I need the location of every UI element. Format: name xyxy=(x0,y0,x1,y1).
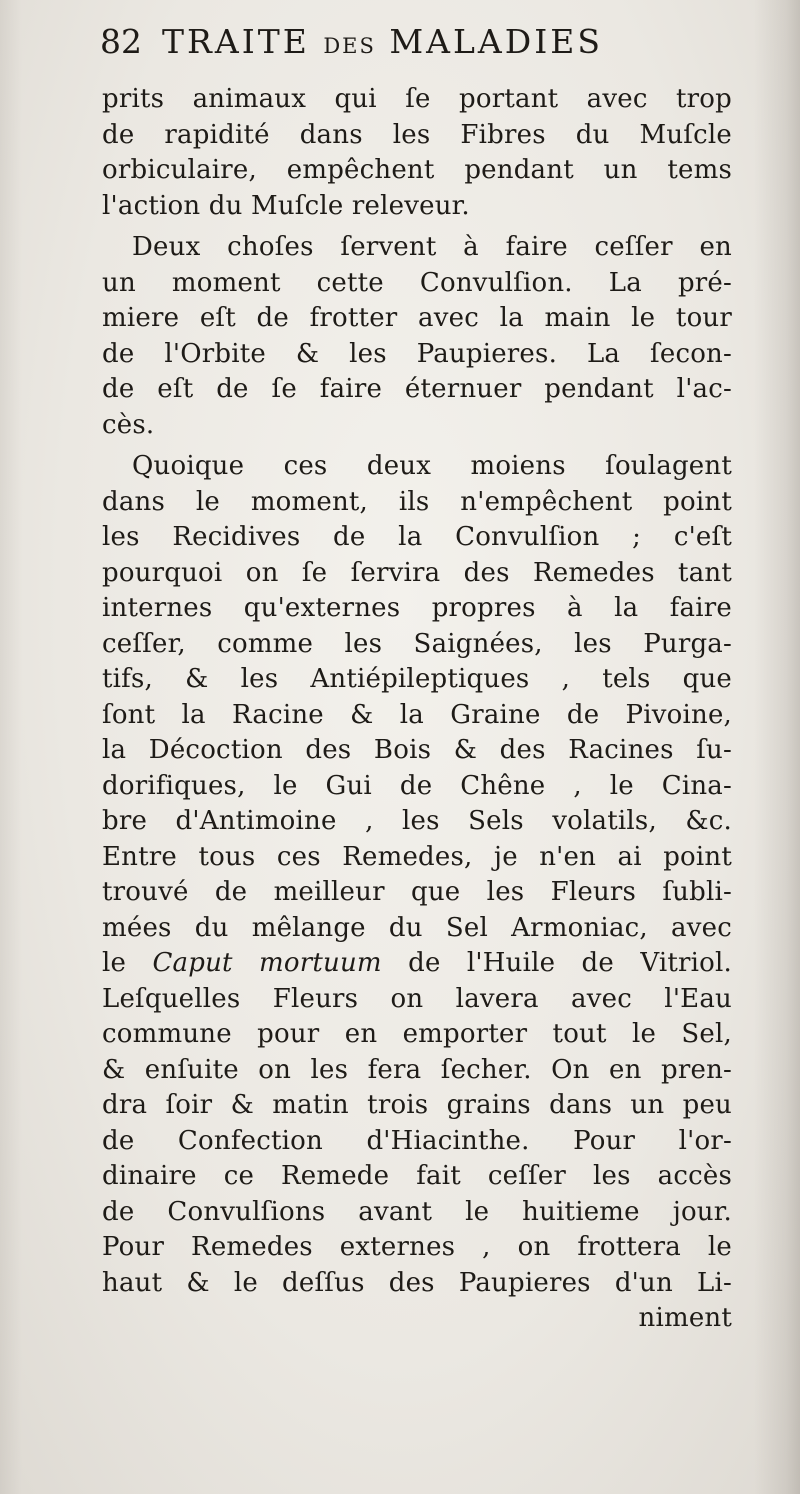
text-line: dans le moment, ils n'empêchent point xyxy=(102,486,732,517)
page-edge-shadow-right xyxy=(754,0,800,1494)
text-segment: le xyxy=(102,948,153,978)
text-line: de Confection d'Hiacinthe. Pour l'or- xyxy=(102,1125,732,1156)
text-line: de rapidité dans les Fibres du Muſcle xyxy=(102,119,732,150)
page-edge-shadow-left xyxy=(0,0,22,1494)
text-line: la Décoction des Bois & des Racines ſu- xyxy=(102,735,732,765)
text-line: commune pour en emporter tout le Sel, xyxy=(102,1019,732,1049)
text-line: Deux choſes ſervent à faire ceſſer en xyxy=(132,232,732,262)
running-header xyxy=(100,14,740,70)
paragraph-1 xyxy=(102,82,732,224)
text-line: ceſſer, comme les Saignées, les Purga- xyxy=(102,628,732,659)
text-line: les Recidives de la Convulſion ; c'eſt xyxy=(102,522,732,552)
text-line: Leſquelles Fleurs on lavera avec l'Eau xyxy=(102,983,732,1014)
text-line: mées du mêlange du Sel Armoniac, avec xyxy=(102,912,732,943)
text-line: dorifiques, le Gui de Chêne , le Cina- xyxy=(102,770,732,801)
text-segment: de l'Huile de Vitriol. xyxy=(381,948,732,978)
header-title-des: DES xyxy=(323,34,376,58)
text-line: dra ſoir & matin trois grains dans un peu xyxy=(102,1090,732,1120)
text-line: de Convulſions avant le huitieme jour. xyxy=(102,1196,732,1227)
text-line: l'action du Muſcle releveur. xyxy=(102,190,470,221)
text-line: Quoique ces deux moiens ſoulagent xyxy=(132,451,732,481)
text-line: Entre tous ces Remedes, je n'en ai point xyxy=(102,841,732,872)
text-line: trouvé de meilleur que les Fleurs ſubli- xyxy=(102,877,732,907)
text-line: internes qu'externes propres à la faire xyxy=(102,593,732,623)
text-line-with-italic xyxy=(102,946,732,982)
text-line: haut & le deſſus des Paupieres d'un Li- xyxy=(102,1267,732,1298)
text-line: pourquoi on ſe ſervira des Remedes tant xyxy=(102,557,732,588)
text-line: & enſuite on les fera ſecher. On en pren- xyxy=(102,1054,732,1085)
header-title-part2: MALADIES xyxy=(389,22,603,61)
text-line: prits animaux qui ſe portant avec trop xyxy=(102,84,732,114)
text-line: de l'Orbite & les Paupieres. La ſecon- xyxy=(102,338,732,369)
italic-term: Caput mortuum xyxy=(152,948,382,978)
text-line: cès. xyxy=(102,409,155,440)
catchword: niment xyxy=(638,1303,732,1333)
page-number: 82 xyxy=(100,22,142,61)
text-line: dinaire ce Remede fait ceſſer les accès xyxy=(102,1161,732,1191)
paragraph-3 xyxy=(102,449,732,1301)
text-line: tifs, & les Antiépileptiques , tels que xyxy=(102,664,732,694)
text-line: un moment cette Convulſion. La pré- xyxy=(102,267,732,298)
text-line: de eſt de ſe faire éternuer pendant l'ac- xyxy=(102,374,732,404)
text-line: miere eſt de frotter avec la main le tour xyxy=(102,303,732,333)
text-line: orbiculaire, empêchent pendant un tems xyxy=(102,155,732,185)
body-text xyxy=(102,82,732,1337)
text-line: ſont la Racine & la Graine de Pivoine, xyxy=(102,699,732,730)
header-title-part1: TRAITE xyxy=(162,22,310,61)
paragraph-2 xyxy=(102,230,732,443)
text-line: bre d'Antimoine , les Sels volatils, &c. xyxy=(102,806,732,836)
text-line: Pour Remedes externes , on frottera le xyxy=(102,1232,732,1262)
